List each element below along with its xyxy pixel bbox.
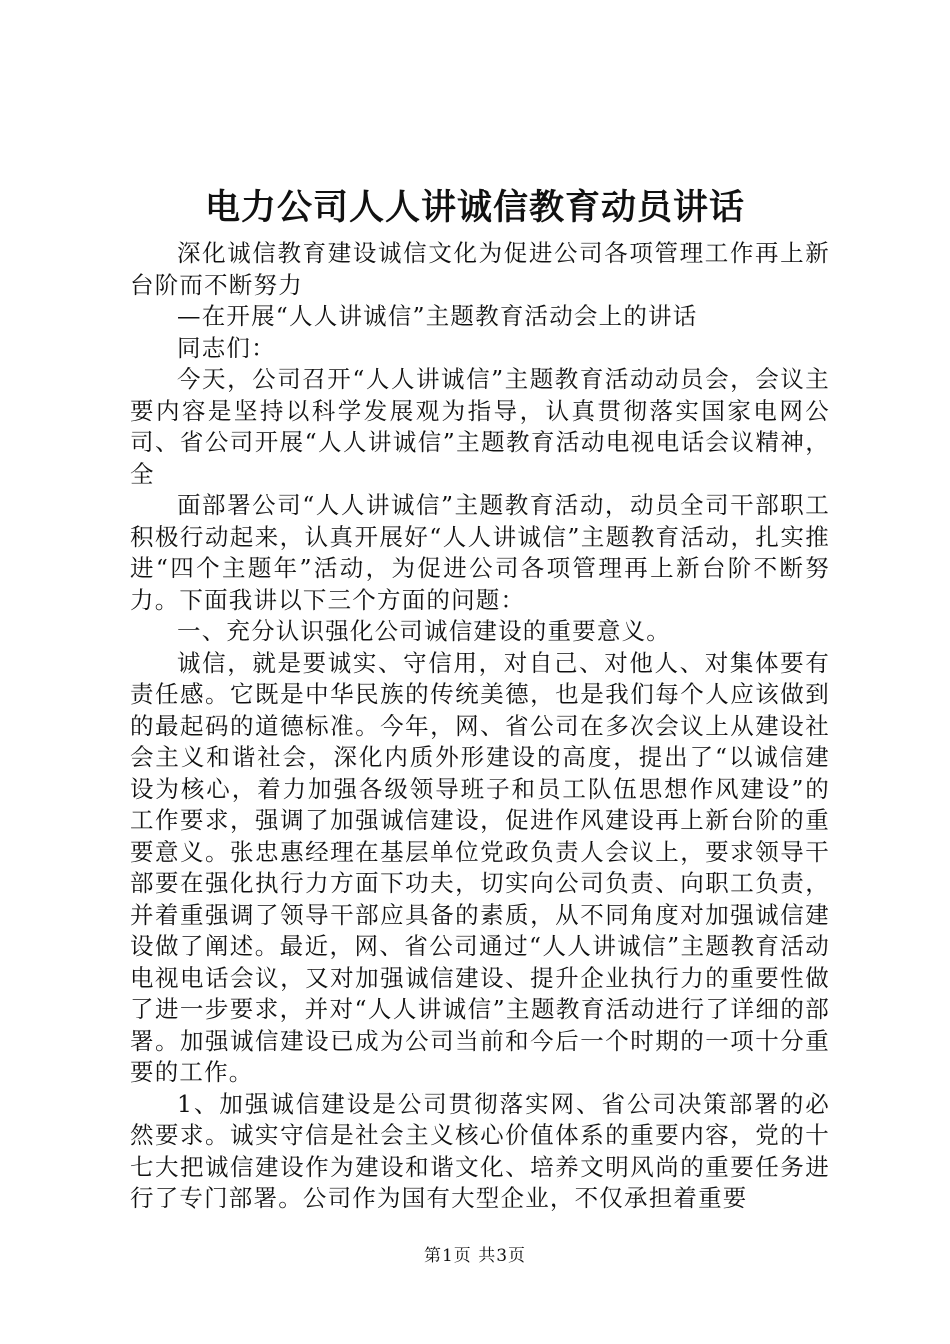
document-title: 电力公司人人讲诚信教育动员讲话 (204, 187, 745, 228)
paragraph: 1、加强诚信建设是公司贯彻落实网、省公司决策部署的必然要求。诚实守信是社会主义核心价值体系的重要内容，党的十七大把诚信建设作为建设和谐文化、培养文明风尚的重要任务进行了专门部署。公司作为国有大型企业，不仅承担着重要 (130, 1089, 830, 1212)
paragraph: 面部署公司“人人讲诚信”主题教育活动，动员全司干部职工积极行动起来，认真开展好“人人讲诚信”主题教育活动，扎实推进“四个主题年”活动，为促进公司各项管理再上新台阶不断努力。下面我讲以下三个方面的问题： (130, 491, 830, 614)
paragraph: 诚信，就是要诚实、守信用，对自己、对他人、对集体要有责任感。它既是中华民族的传统美德，也是我们每个人应该做到的最起码的道德标准。今年，网、省公司在多次会议上从建设社会主义和谐社会，深化内质外形建设的高度，提出了“以诚信建设为核心，着力加强各级领导班子和员工队伍思想作风建设”的工作要求，强调了加强诚信建设，促进作风建设再上新台阶的重要意义。张忠惠经理在基层单位党政负责人会议上，要求领导干部要在强化执行力方面下功夫，切实向公司负责、向职工负责，并着重强调了领导干部应具备的素质，从不同角度对加强诚信建设做了阐述。最近，网、省公司通过“人人讲诚信”主题教育活动电视电话会议，又对加强诚信建设、提升企业执行力的重要性做了进一步要求，并对“人人讲诚信”主题教育活动进行了详细的部署。加强诚信建设已成为公司当前和今后一个时期的一项十分重要的工作。 (130, 648, 830, 1086)
paragraph-salutation: 同志们： (177, 333, 276, 362)
page-footer: 第1页 共3页 (423, 1246, 527, 1266)
paragraph: 今天，公司召开“人人讲诚信”主题教育活动动员会，会议主要内容是坚持以科学发展观为指导，认真贯彻落实国家电网公司、省公司开展“人人讲诚信”主题教育活动电视电话会议精神，全 (130, 365, 830, 488)
paragraph-occasion: —在开展“人人讲诚信”主题教育活动会上的讲话 (177, 302, 698, 330)
paragraph-subtitle: 深化诚信教育建设诚信文化为促进公司各项管理工作再上新台阶而不断努力 (130, 239, 830, 299)
document-body (130, 238, 830, 1215)
section-heading: 一、充分认识强化公司诚信建设的重要意义。 (177, 617, 671, 645)
